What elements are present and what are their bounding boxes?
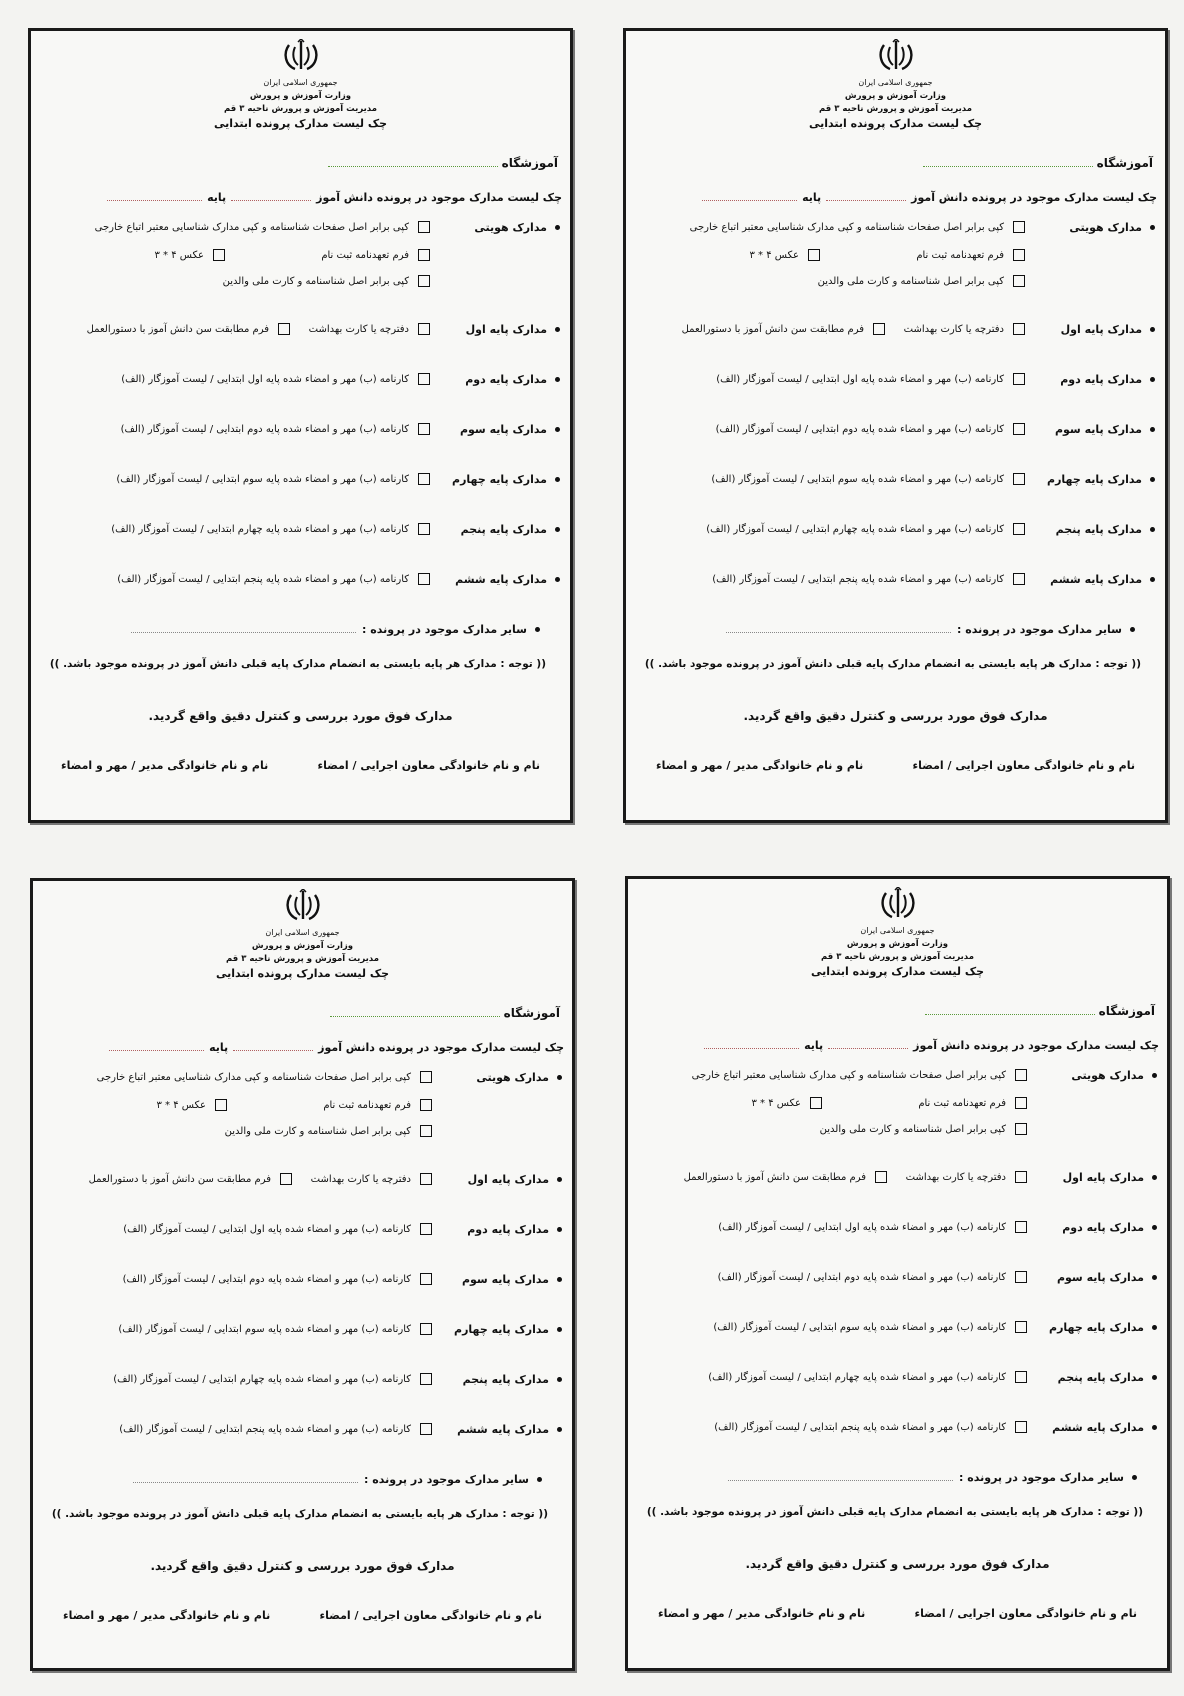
section-grade-3 [638, 1271, 1157, 1293]
section-grade-2 [638, 1221, 1157, 1243]
checkbox[interactable] [420, 1423, 432, 1435]
section-grade-2 [43, 1223, 562, 1245]
checklist-item[interactable]: دفترچه یا کارت بهداشت [309, 323, 430, 335]
checklist-sheet [30, 878, 575, 1671]
checkbox[interactable] [280, 1173, 292, 1185]
verification-text: مدارک فوق مورد بررسی و کنترل دقیق واقع گردید. [745, 1557, 1050, 1571]
section-title: مدارک هویتی [474, 221, 560, 234]
note-text: (( توجه : مدارک هر پایه بایستی به انضمام مدارک پایه قبلی دانش آموز در پرونده موجود باشد. )) [644, 658, 1141, 670]
header-country: جمهوری اسلامی ایران [263, 78, 338, 87]
section-title: مدارک پایه اول [468, 1173, 562, 1186]
section-identity [638, 1069, 1157, 1135]
section-grade-3 [636, 423, 1155, 445]
checklist-item[interactable]: کارنامه (ب) مهر و امضاء شده پایه دوم ابتدایی / لیست آموزگار (الف) [718, 1271, 1027, 1283]
section-title: مدارک پایه سوم [462, 1273, 562, 1286]
grade-label: پایه [804, 1039, 824, 1052]
section-grade-1 [41, 323, 560, 345]
bullet-icon [1150, 477, 1155, 482]
bullet-icon [1150, 327, 1155, 332]
verification-text: مدارک فوق مورد بررسی و کنترل دقیق واقع گردید. [148, 709, 453, 723]
checklist-item[interactable]: کپی برابر اصل صفحات شناسنامه و کپی مدارک شناسایی معتبر اتباع خارجی [692, 1069, 1027, 1081]
section-grade-6 [43, 1423, 562, 1445]
bullet-icon [1152, 1225, 1157, 1230]
header-ministry: وزارت آموزش و پرورش [251, 941, 354, 951]
section-title: مدارک پایه چهارم [1047, 473, 1155, 486]
section-title: مدارک پایه اول [1061, 323, 1155, 336]
section-title: مدارک پایه اول [466, 323, 560, 336]
principal-signature-label: نام و نام خانوادگی مدیر / مهر و امضاء [63, 1609, 271, 1622]
checklist-item[interactable]: کارنامه (ب) مهر و امضاء شده پایه اول ابتدایی / لیست آموزگار (الف) [716, 373, 1025, 385]
grade-label: پایه [802, 191, 822, 204]
bullet-icon [557, 1177, 562, 1182]
iran-emblem-icon [876, 39, 916, 75]
header-district: مدیریت آموزش و پرورش ناحیه ۳ قم [819, 104, 972, 114]
checkbox[interactable] [1013, 275, 1025, 287]
checklist-item[interactable]: فرم مطابقت سن دانش آموز با دستورالعمل [87, 323, 290, 335]
section-title: مدارک هویتی [476, 1071, 562, 1084]
checkbox[interactable] [420, 1373, 432, 1385]
bullet-icon [1152, 1425, 1157, 1430]
checkbox[interactable] [1013, 423, 1025, 435]
checkbox[interactable] [418, 249, 430, 261]
checkbox[interactable] [418, 373, 430, 385]
principal-signature-label: نام و نام خانوادگی مدیر / مهر و امضاء [61, 759, 269, 772]
school-field[interactable] [328, 156, 558, 170]
checkbox[interactable] [1015, 1421, 1027, 1433]
checkbox[interactable] [1013, 221, 1025, 233]
grade-label: پایه [207, 191, 227, 204]
checklist-item[interactable]: فرم تعهدنامه ثبت نام [321, 249, 430, 261]
school-fill-line[interactable] [328, 166, 498, 167]
section-grade-6 [638, 1421, 1157, 1443]
checklist-item[interactable]: فرم مطابقت سن دانش آموز با دستورالعمل [682, 323, 885, 335]
bullet-icon [1152, 1175, 1157, 1180]
bullet-icon [1152, 1073, 1157, 1078]
checkbox[interactable] [420, 1173, 432, 1185]
checklist-item[interactable]: کارنامه (ب) مهر و امضاء شده پایه پنجم ابتدایی / لیست آموزگار (الف) [712, 573, 1025, 585]
checklist-label: چک لیست مدارک موجود در پرونده دانش آموز [913, 1039, 1159, 1052]
checklist-sheet [625, 876, 1170, 1671]
bullet-icon [555, 577, 560, 582]
section-grade-6 [41, 573, 560, 595]
section-grade-3 [41, 423, 560, 445]
iran-emblem-icon [283, 889, 323, 925]
checkbox[interactable] [1013, 373, 1025, 385]
other-docs-line[interactable] [131, 632, 356, 633]
sheet-title: چک لیست مدارک پرونده ابتدایی [215, 967, 390, 980]
school-field[interactable] [925, 1004, 1155, 1018]
section-other-docs [41, 623, 560, 645]
section-title: مدارک پایه دوم [1062, 1221, 1157, 1234]
checklist-item[interactable]: دفترچه یا کارت بهداشت [904, 323, 1025, 335]
section-title: مدارک پایه سوم [460, 423, 560, 436]
checklist-item[interactable]: کپی برابر اصل شناسنامه و کارت ملی والدین [223, 275, 430, 287]
student-name-line[interactable] [826, 200, 906, 201]
section-title: مدارک پایه چهارم [1049, 1321, 1157, 1334]
other-docs-field[interactable] [726, 623, 1135, 636]
checkbox[interactable] [1013, 249, 1025, 261]
checklist-sheet [28, 28, 573, 823]
checklist-item[interactable]: کپی برابر اصل صفحات شناسنامه و کپی مدارک شناسایی معتبر اتباع خارجی [690, 221, 1025, 233]
bullet-icon [557, 1427, 562, 1432]
checklist-item[interactable]: کارنامه (ب) مهر و امضاء شده پایه سوم ابتدایی / لیست آموزگار (الف) [711, 473, 1025, 485]
school-field[interactable] [923, 156, 1153, 170]
section-title: مدارک پایه اول [1063, 1171, 1157, 1184]
section-identity [43, 1071, 562, 1137]
checkbox[interactable] [420, 1273, 432, 1285]
school-fill-line[interactable] [925, 1014, 1095, 1015]
checkbox[interactable] [1015, 1097, 1027, 1109]
header-ministry: وزارت آموزش و پرورش [249, 91, 352, 101]
bullet-icon [1152, 1375, 1157, 1380]
section-title: مدارک پایه دوم [467, 1223, 562, 1236]
section-grade-5 [638, 1371, 1157, 1393]
checklist-item[interactable]: کارنامه (ب) مهر و امضاء شده پایه دوم ابتدایی / لیست آموزگار (الف) [123, 1273, 432, 1285]
header-district: مدیریت آموزش و پرورش ناحیه ۳ قم [821, 952, 974, 962]
student-grade-field [102, 191, 562, 204]
section-grade-4 [638, 1321, 1157, 1343]
section-other-docs [638, 1471, 1157, 1493]
note-text: (( توجه : مدارک هر پایه بایستی به انضمام مدارک پایه قبلی دانش آموز در پرونده موجود باشد. )) [646, 1506, 1143, 1518]
section-grade-5 [43, 1373, 562, 1395]
section-title: مدارک پایه پنجم [1056, 523, 1155, 536]
sheet-title: چک لیست مدارک پرونده ابتدایی [808, 117, 983, 130]
section-grade-2 [636, 373, 1155, 395]
section-title: مدارک پایه پنجم [1058, 1371, 1157, 1384]
checklist-item[interactable]: فرم تعهدنامه ثبت نام [323, 1099, 432, 1111]
section-grade-1 [636, 323, 1155, 345]
checkbox[interactable] [1015, 1371, 1027, 1383]
grade-fill-line[interactable] [107, 200, 202, 201]
school-label: آموزشگاه [1098, 1004, 1155, 1018]
checklist-item[interactable]: کارنامه (ب) مهر و امضاء شده پایه پنجم ابتدایی / لیست آموزگار (الف) [714, 1421, 1027, 1433]
school-label: آموزشگاه [501, 156, 558, 170]
section-identity [41, 221, 560, 287]
checkbox[interactable] [875, 1171, 887, 1183]
checkbox[interactable] [1015, 1321, 1027, 1333]
section-title: مدارک هویتی [1069, 221, 1155, 234]
section-other-docs [636, 623, 1155, 645]
section-title: مدارک پایه ششم [1050, 573, 1155, 586]
checkbox[interactable] [1015, 1123, 1027, 1135]
other-docs-label: سایر مدارک موجود در پرونده : [959, 1471, 1124, 1484]
section-identity [636, 221, 1155, 287]
student-name-line[interactable] [231, 200, 311, 201]
bullet-icon [557, 1327, 562, 1332]
bullet-icon [555, 327, 560, 332]
checklist-item[interactable]: کپی برابر اصل شناسنامه و کارت ملی والدین [820, 1123, 1027, 1135]
checkbox[interactable] [418, 221, 430, 233]
checklist-item[interactable]: کارنامه (ب) مهر و امضاء شده پایه اول ابتدایی / لیست آموزگار (الف) [718, 1221, 1027, 1233]
school-label: آموزشگاه [1096, 156, 1153, 170]
other-docs-line[interactable] [728, 1480, 953, 1481]
bullet-icon [557, 1377, 562, 1382]
student-grade-field [104, 1041, 564, 1054]
header-ministry: وزارت آموزش و پرورش [846, 939, 949, 949]
section-title: مدارک پایه پنجم [461, 523, 560, 536]
checklist-item[interactable]: کارنامه (ب) مهر و امضاء شده پایه دوم ابتدایی / لیست آموزگار (الف) [121, 423, 430, 435]
checklist-item[interactable]: کپی برابر اصل شناسنامه و کارت ملی والدین [225, 1125, 432, 1137]
bullet-icon [555, 527, 560, 532]
grade-fill-line[interactable] [702, 200, 797, 201]
deputy-signature-label: نام و نام خانوادگی معاون اجرایی / امضاء [319, 1609, 542, 1622]
checkbox[interactable] [810, 1097, 822, 1109]
checklist-item[interactable]: کارنامه (ب) مهر و امضاء شده پایه پنجم ابتدایی / لیست آموزگار (الف) [119, 1423, 432, 1435]
checkbox[interactable] [1013, 573, 1025, 585]
checkbox[interactable] [278, 323, 290, 335]
checklist-item[interactable]: کارنامه (ب) مهر و امضاء شده پایه دوم ابتدایی / لیست آموزگار (الف) [716, 423, 1025, 435]
student-grade-field [699, 1039, 1159, 1052]
header-district: مدیریت آموزش و پرورش ناحیه ۳ قم [224, 104, 377, 114]
bullet-icon [535, 627, 540, 632]
checklist-item[interactable]: کارنامه (ب) مهر و امضاء شده پایه چهارم ابتدایی / لیست آموزگار (الف) [111, 523, 430, 535]
checkbox[interactable] [420, 1223, 432, 1235]
other-docs-label: سایر مدارک موجود در پرونده : [364, 1473, 529, 1486]
checkbox[interactable] [808, 249, 820, 261]
checkbox[interactable] [1013, 473, 1025, 485]
checkbox[interactable] [213, 249, 225, 261]
checkbox[interactable] [418, 275, 430, 287]
header-country: جمهوری اسلامی ایران [860, 926, 935, 935]
checklist-item[interactable]: فرم مطابقت سن دانش آموز با دستورالعمل [684, 1171, 887, 1183]
checklist-item[interactable]: دفترچه یا کارت بهداشت [906, 1171, 1027, 1183]
checklist-item[interactable]: فرم تعهدنامه ثبت نام [918, 1097, 1027, 1109]
section-title: مدارک پایه سوم [1057, 1271, 1157, 1284]
checklist-item[interactable]: کارنامه (ب) مهر و امضاء شده پایه چهارم ابتدایی / لیست آموزگار (الف) [708, 1371, 1027, 1383]
student-grade-field [697, 191, 1157, 204]
bullet-icon [1130, 627, 1135, 632]
checklist-item[interactable]: عکس ۴ * ۳ [749, 249, 820, 261]
other-docs-line[interactable] [133, 1482, 358, 1483]
section-grade-5 [636, 523, 1155, 545]
checklist-item[interactable]: عکس ۴ * ۳ [154, 249, 225, 261]
bullet-icon [1150, 577, 1155, 582]
note-text: (( توجه : مدارک هر پایه بایستی به انضمام مدارک پایه قبلی دانش آموز در پرونده موجود باشد. )) [51, 1508, 548, 1520]
other-docs-field[interactable] [131, 623, 540, 636]
checklist-item[interactable]: کارنامه (ب) مهر و امضاء شده پایه چهارم ابتدایی / لیست آموزگار (الف) [113, 1373, 432, 1385]
checklist-item[interactable]: دفترچه یا کارت بهداشت [311, 1173, 432, 1185]
section-grade-6 [636, 573, 1155, 595]
deputy-signature-label: نام و نام خانوادگی معاون اجرایی / امضاء [912, 759, 1135, 772]
checkbox[interactable] [215, 1099, 227, 1111]
bullet-icon [557, 1227, 562, 1232]
bullet-icon [1152, 1325, 1157, 1330]
bullet-icon [1152, 1275, 1157, 1280]
header-country: جمهوری اسلامی ایران [265, 928, 340, 937]
checklist-item[interactable]: کارنامه (ب) مهر و امضاء شده پایه سوم ابتدایی / لیست آموزگار (الف) [713, 1321, 1027, 1333]
student-name-line[interactable] [233, 1050, 313, 1051]
other-docs-line[interactable] [726, 632, 951, 633]
sheet-title: چک لیست مدارک پرونده ابتدایی [810, 965, 985, 978]
checkbox[interactable] [1015, 1069, 1027, 1081]
header-ministry: وزارت آموزش و پرورش [844, 91, 947, 101]
school-fill-line[interactable] [330, 1016, 500, 1017]
section-grade-4 [41, 473, 560, 495]
checkbox[interactable] [420, 1071, 432, 1083]
section-title: مدارک پایه چهارم [452, 473, 560, 486]
checkbox[interactable] [418, 573, 430, 585]
checkbox[interactable] [1015, 1221, 1027, 1233]
section-grade-5 [41, 523, 560, 545]
section-title: مدارک پایه دوم [465, 373, 560, 386]
section-title: مدارک هویتی [1071, 1069, 1157, 1082]
bullet-icon [1150, 427, 1155, 432]
section-other-docs [43, 1473, 562, 1495]
bullet-icon [555, 377, 560, 382]
other-docs-field[interactable] [728, 1471, 1137, 1484]
other-docs-label: سایر مدارک موجود در پرونده : [362, 623, 527, 636]
grade-fill-line[interactable] [109, 1050, 204, 1051]
section-grade-4 [636, 473, 1155, 495]
header-country: جمهوری اسلامی ایران [858, 78, 933, 87]
other-docs-field[interactable] [133, 1473, 542, 1486]
checklist-label: چک لیست مدارک موجود در پرونده دانش آموز [911, 191, 1157, 204]
checkbox[interactable] [1015, 1171, 1027, 1183]
bullet-icon [555, 477, 560, 482]
verification-text: مدارک فوق مورد بررسی و کنترل دقیق واقع گردید. [743, 709, 1048, 723]
grade-fill-line[interactable] [704, 1048, 799, 1049]
section-grade-1 [43, 1173, 562, 1195]
section-title: مدارک پایه سوم [1055, 423, 1155, 436]
principal-signature-label: نام و نام خانوادگی مدیر / مهر و امضاء [658, 1607, 866, 1620]
principal-signature-label: نام و نام خانوادگی مدیر / مهر و امضاء [656, 759, 864, 772]
section-grade-4 [43, 1323, 562, 1345]
student-name-line[interactable] [828, 1048, 908, 1049]
checkbox[interactable] [418, 323, 430, 335]
checklist-label: چک لیست مدارک موجود در پرونده دانش آموز [316, 191, 562, 204]
bullet-icon [537, 1477, 542, 1482]
checklist-label: چک لیست مدارک موجود در پرونده دانش آموز [318, 1041, 564, 1054]
checklist-item[interactable]: فرم مطابقت سن دانش آموز با دستورالعمل [89, 1173, 292, 1185]
note-text: (( توجه : مدارک هر پایه بایستی به انضمام مدارک پایه قبلی دانش آموز در پرونده موجود باشد. )) [49, 658, 546, 670]
checkbox[interactable] [420, 1125, 432, 1137]
checkbox[interactable] [1013, 323, 1025, 335]
checklist-sheet [623, 28, 1168, 823]
section-grade-3 [43, 1273, 562, 1295]
bullet-icon [555, 225, 560, 230]
checkbox[interactable] [420, 1323, 432, 1335]
checkbox[interactable] [418, 423, 430, 435]
checklist-item[interactable]: کارنامه (ب) مهر و امضاء شده پایه اول ابتدایی / لیست آموزگار (الف) [123, 1223, 432, 1235]
sheet-title: چک لیست مدارک پرونده ابتدایی [213, 117, 388, 130]
bullet-icon [1132, 1475, 1137, 1480]
bullet-icon [557, 1277, 562, 1282]
section-title: مدارک پایه ششم [1052, 1421, 1157, 1434]
checklist-item[interactable]: کارنامه (ب) مهر و امضاء شده پایه چهارم ابتدایی / لیست آموزگار (الف) [706, 523, 1025, 535]
verification-text: مدارک فوق مورد بررسی و کنترل دقیق واقع گردید. [150, 1559, 455, 1573]
checklist-item[interactable]: کپی برابر اصل شناسنامه و کارت ملی والدین [818, 275, 1025, 287]
school-fill-line[interactable] [923, 166, 1093, 167]
section-title: مدارک پایه ششم [457, 1423, 562, 1436]
section-title: مدارک پایه ششم [455, 573, 560, 586]
deputy-signature-label: نام و نام خانوادگی معاون اجرایی / امضاء [914, 1607, 1137, 1620]
bullet-icon [557, 1075, 562, 1080]
section-grade-1 [638, 1171, 1157, 1193]
checkbox[interactable] [873, 323, 885, 335]
iran-emblem-icon [878, 887, 918, 923]
checkbox[interactable] [418, 473, 430, 485]
grade-label: پایه [209, 1041, 229, 1054]
bullet-icon [555, 427, 560, 432]
checklist-item[interactable]: کارنامه (ب) مهر و امضاء شده پایه سوم ابتدایی / لیست آموزگار (الف) [116, 473, 430, 485]
checklist-item[interactable]: کپی برابر اصل صفحات شناسنامه و کپی مدارک شناسایی معتبر اتباع خارجی [97, 1071, 432, 1083]
school-field[interactable] [330, 1006, 560, 1020]
section-title: مدارک پایه چهارم [454, 1323, 562, 1336]
checkbox[interactable] [1015, 1271, 1027, 1283]
bullet-icon [1150, 527, 1155, 532]
checklist-item[interactable]: عکس ۴ * ۳ [751, 1097, 822, 1109]
checklist-item[interactable]: کارنامه (ب) مهر و امضاء شده پایه اول ابتدایی / لیست آموزگار (الف) [121, 373, 430, 385]
header-district: مدیریت آموزش و پرورش ناحیه ۳ قم [226, 954, 379, 964]
iran-emblem-icon [281, 39, 321, 75]
bullet-icon [1150, 225, 1155, 230]
checkbox[interactable] [418, 523, 430, 535]
school-label: آموزشگاه [503, 1006, 560, 1020]
section-title: مدارک پایه پنجم [463, 1373, 562, 1386]
section-title: مدارک پایه دوم [1060, 373, 1155, 386]
deputy-signature-label: نام و نام خانوادگی معاون اجرایی / امضاء [317, 759, 540, 772]
checklist-item[interactable]: عکس ۴ * ۳ [156, 1099, 227, 1111]
checkbox[interactable] [420, 1099, 432, 1111]
checklist-item[interactable]: کپی برابر اصل صفحات شناسنامه و کپی مدارک شناسایی معتبر اتباع خارجی [95, 221, 430, 233]
bullet-icon [1150, 377, 1155, 382]
section-grade-2 [41, 373, 560, 395]
checklist-item[interactable]: فرم تعهدنامه ثبت نام [916, 249, 1025, 261]
other-docs-label: سایر مدارک موجود در پرونده : [957, 623, 1122, 636]
checkbox[interactable] [1013, 523, 1025, 535]
checklist-item[interactable]: کارنامه (ب) مهر و امضاء شده پایه سوم ابتدایی / لیست آموزگار (الف) [118, 1323, 432, 1335]
checklist-item[interactable]: کارنامه (ب) مهر و امضاء شده پایه پنجم ابتدایی / لیست آموزگار (الف) [117, 573, 430, 585]
